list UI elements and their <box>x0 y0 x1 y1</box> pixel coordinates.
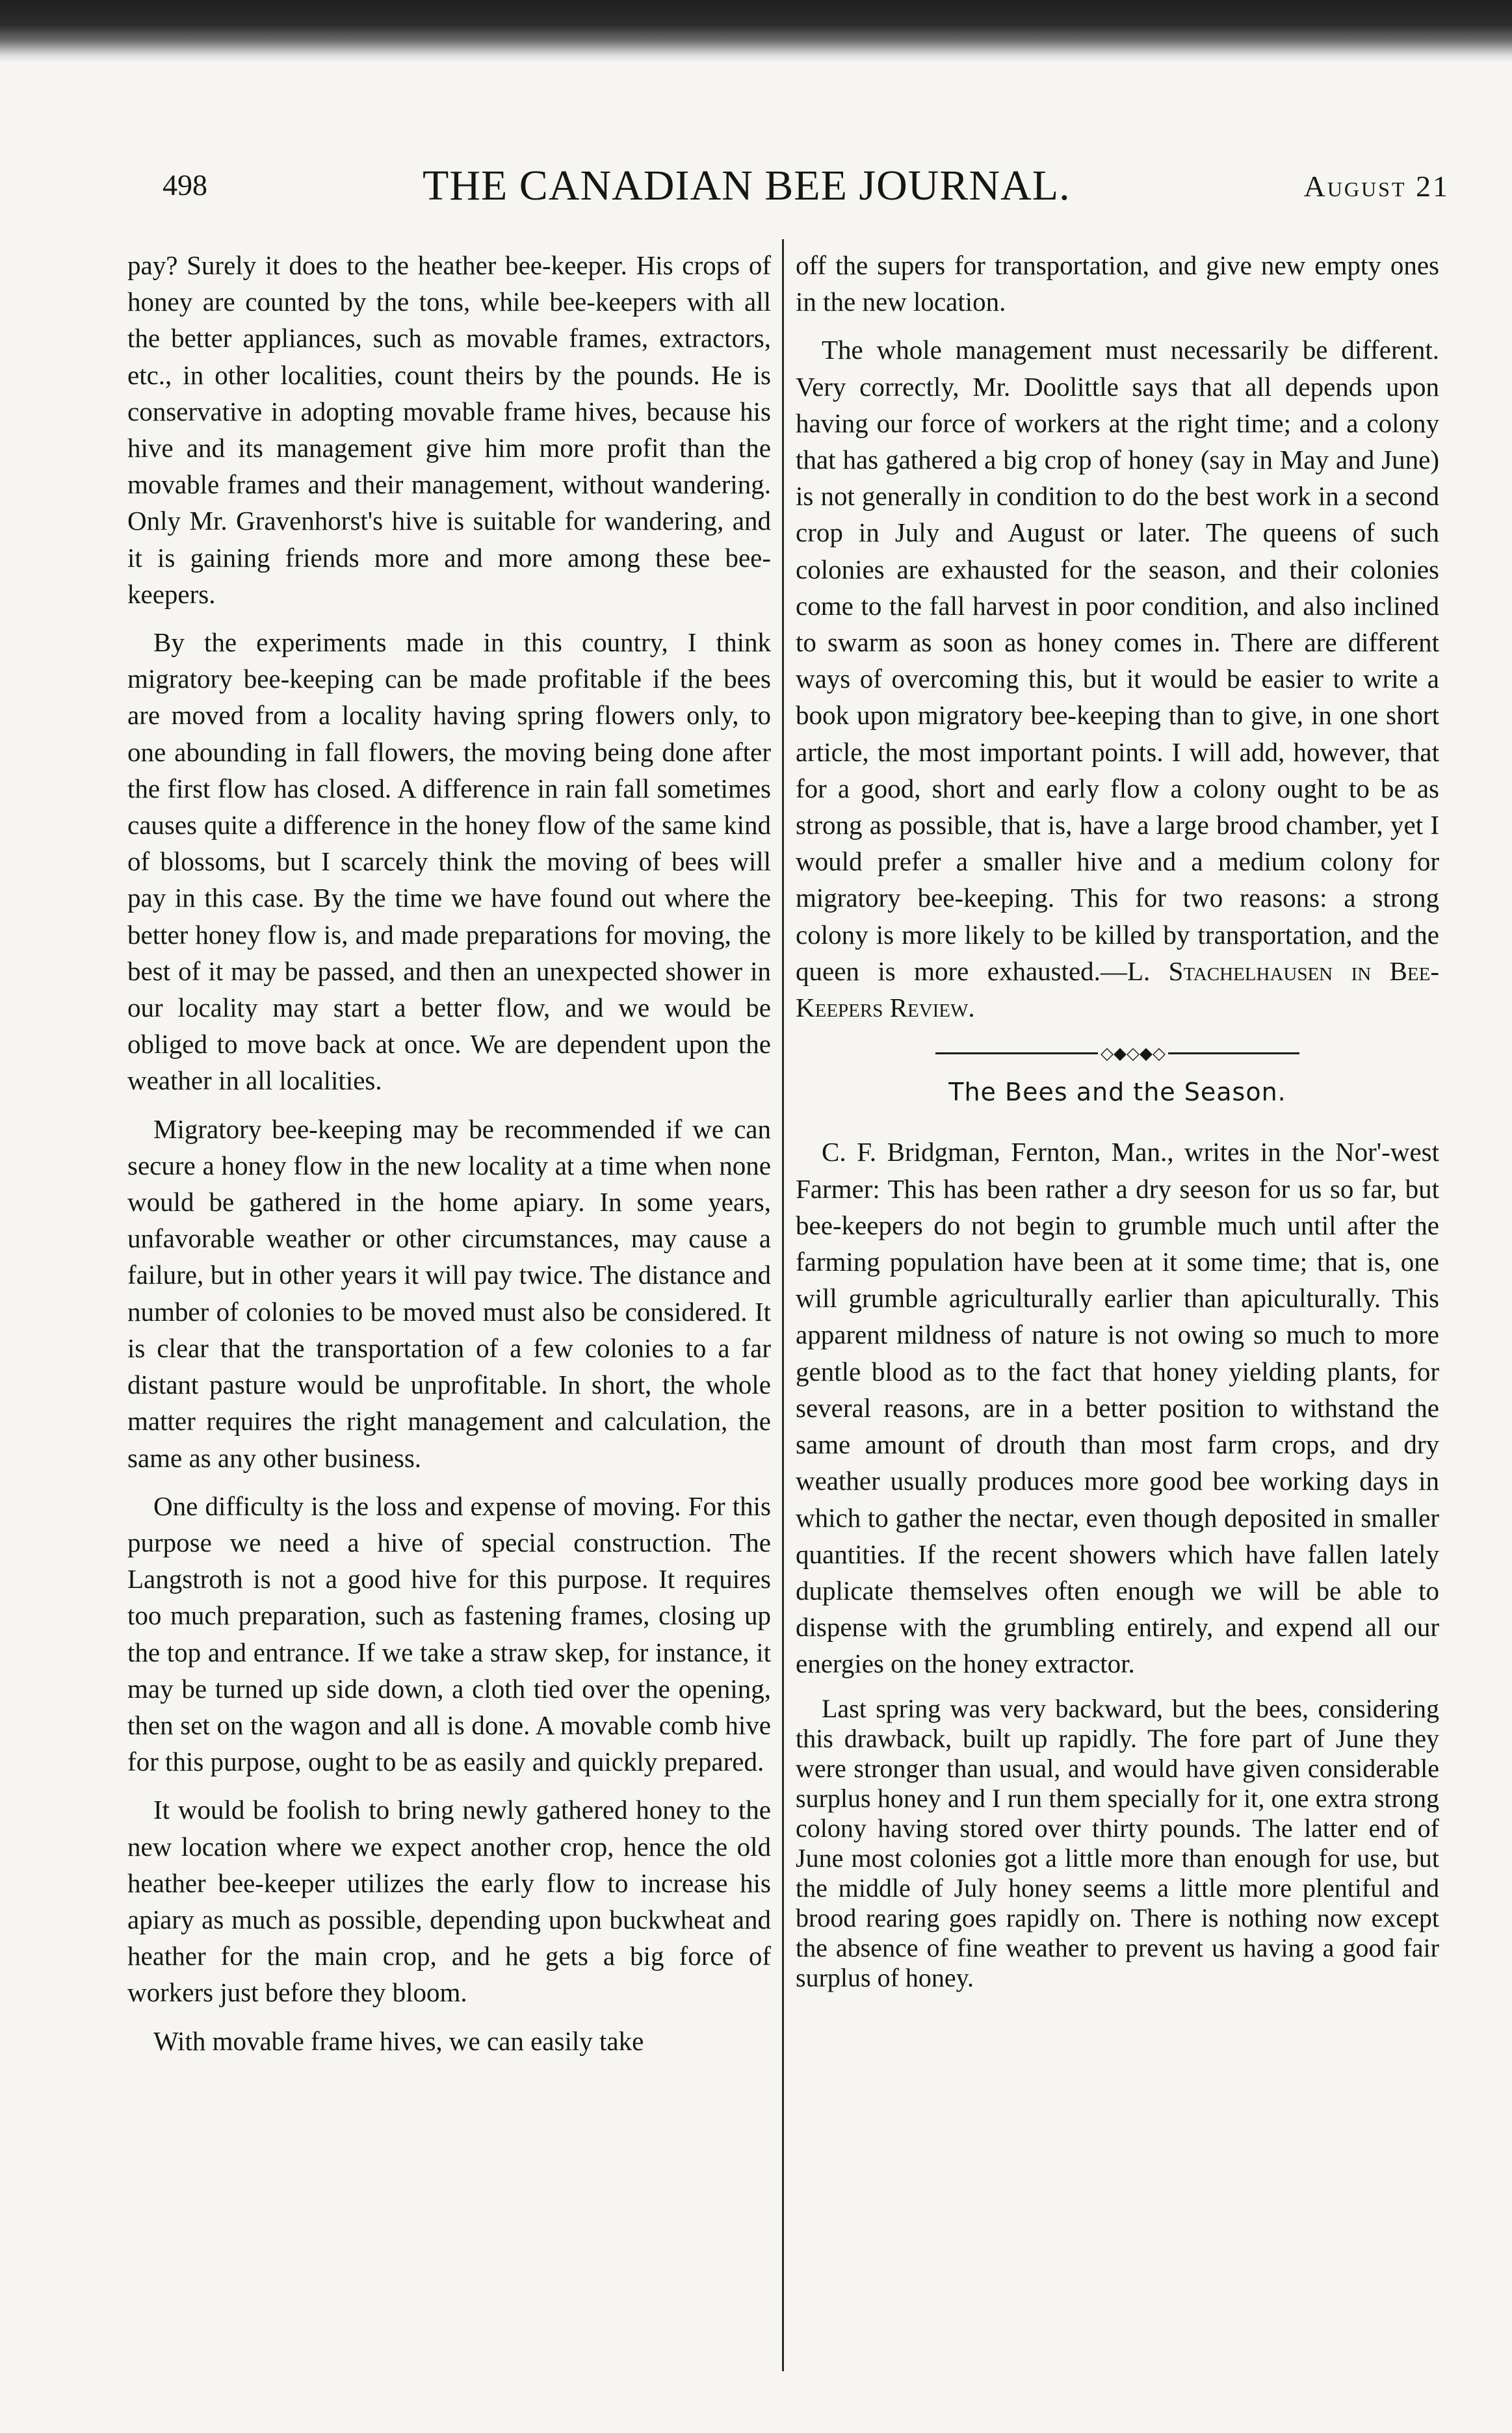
attribution: L. Stachelhausen in Bee-Keepers Review. <box>796 956 1439 1023</box>
column-divider <box>782 239 784 2371</box>
issue-date: August 21 <box>1303 170 1450 203</box>
paragraph: Last spring was very backward, but the bees, considering this drawback, built up rapidly. The fore part of June they were stronger than usual, and would have given considerable surplus honey and I run them specially for it, one extra strong colony having stored over thirty pounds. The latter end of June most colonies got a little more than enough for use, but the middle of July honey seems a little more plentiful and brood rearing goes rapidly on. There is nothing now except the absence of fine weather to prevent us having a good fair surplus of honey. <box>796 1693 1439 1992</box>
page-header <box>163 156 1450 215</box>
paragraph: off the supers for transportation, and give new empty ones in the new location. <box>796 250 1439 317</box>
divider-ornament: ◇◆◇◆◇ <box>1098 1044 1168 1063</box>
paragraph: C. F. Bridgman, Fernton, Man., writes in the Nor'-west Farmer: This has been rather a dry seeson for us so far, but bee-keepers do not begin to grumble much until after the farming population have been at it some time; that is, one will grumble agriculturally earlier than apiculturally. This apparent mildness of nature is not owing so much to more gentle blood as to the fact that honey yielding plants, for several reasons, are in a better position to withstand the same amount of drouth than most farm crops, and dry weather usually produces more good bee working days in which to gather the nectar, even though deposited in smaller quantities. If the recent showers which have fallen lately duplicate themselves often enough we will be able to dispense with the grumbling entirely, and expend all our energies on the honey extractor. <box>796 1137 1439 1679</box>
right-column <box>796 247 1439 2005</box>
left-column <box>127 247 771 2071</box>
journal-title: THE CANADIAN BEE JOURNAL. <box>423 162 1071 209</box>
paragraph <box>796 332 1439 1026</box>
paragraph-text: The whole management must necessarily be different. Very correctly, Mr. Doolittle says that all depends upon having our force of workers at the right time; and a colony that has gathered a big crop of honey (say in May and June) is not generally in condition to do the best work in a second crop in July and August or later. The queens of such colonies are exhausted for the season, and their colonies come to the fall harvest in poor condition, and also inclined to swarm as soon as honey comes in. There are different ways of overcoming this, but it would be easier to write a book upon migratory bee-keeping than to give, in one short article, the most important points. I will add, however, that for a good, short and early flow a colony ought to be as strong as possible, that is, have a large brood chamber, yet I would prefer a smaller hive and a medium colony for migratory bee-keeping. This for two reasons: a strong colony is more likely to be killed by transportation, and the queen is more exhausted.— <box>796 335 1439 986</box>
section-divider <box>796 1043 1439 1062</box>
divider-rule <box>935 1044 1299 1063</box>
scan-edge <box>0 0 1512 62</box>
paragraph: One difficulty is the loss and expense of moving. For this purpose we need a hive of special construction. The Langstroth is not a good hive for this purpose. It requires too much preparation, such as fastening frames, closing up the top and entrance. If we take a straw skep, for instance, it may be turned up side down, a cloth tied over the opening, then set on the wagon and all is done. A movable comb hive for this purpose, ought to be as easily and quickly prepared. <box>127 1490 771 1777</box>
paragraph: With movable frame hives, we can easily take <box>153 2025 644 2056</box>
section-heading: The Bees and the Season. <box>948 1078 1286 1107</box>
paragraph: Migratory bee-keeping may be recommended if we can secure a honey flow in the new locality at a time when none would be gathered in the home apiary. In some years, unfavorable weather or other circumstances, may cause a failure, but in other years it will pay twice. The distance and number of colonies to be moved must also be considered. It is clear that the transportation of a few colonies to a far distant pasture would be unprofitable. In short, the whole matter requires the right management and calculation, the same as any other business. <box>127 1113 771 1473</box>
paragraph: pay? Surely it does to the heather bee-keeper. His crops of honey are counted by the tons, while bee-keepers with all the better appliances, such as movable frames, extractors, etc., in other localities, count theirs by the pounds. He is conservative in adopting movable frame hives, because his hive and its management give him more profit than the movable frames and their management, without wandering. Only Mr. Gravenhorst's hive is suitable for wandering, and it is gaining friends more and more among these bee-keepers. <box>127 250 771 609</box>
paragraph: It would be foolish to bring newly gathered honey to the new location where we expect another crop, hence the old heather bee-keeper utilizes the early flow to increase his apiary as much as possible, depending upon buckwheat and heather for the main crop, and he gets a big force of workers just before they bloom. <box>127 1795 771 2008</box>
page-number: 498 <box>163 168 207 202</box>
paragraph: By the experiments made in this country, I think migratory bee-keeping can be made profitable if the bees are moved from a locality having spring flowers only, to one abounding in fall flowers, the moving being done after the first flow has closed. A difference in rain fall sometimes causes quite a difference in the honey flow of the same kind of blossoms, but I scarcely think the moving of bees will pay in this case. By the time we have found out where the better honey flow is, and made preparations for moving, the best of it may be passed, and then an unexpected shower in our locality may start a better flow, and we would be obliged to move back at once. We are dependent upon the weather in all localities. <box>127 627 771 1096</box>
